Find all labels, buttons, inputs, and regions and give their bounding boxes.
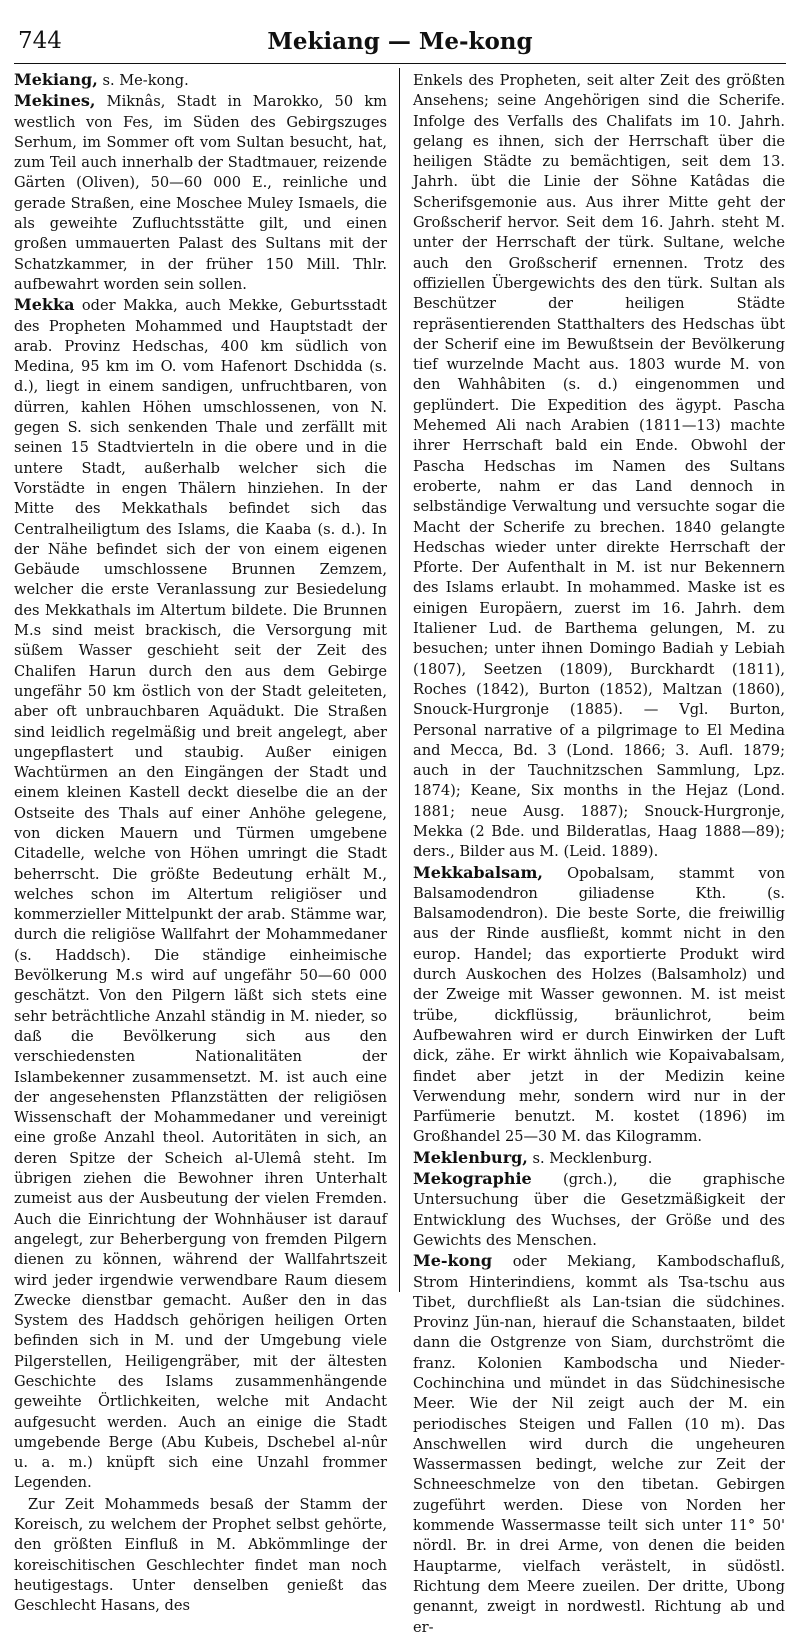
headword: Meklenburg,: [413, 1147, 528, 1167]
entry-text: oder Mekiang, Kambodschafluß, Strom Hinterindiens, kommt als Tsa-tschu aus Tibet, durchfließt als Lan-tsian die südchines. Provinz Jün-nan, hierauf die Schanstaaten, bildet dann die Ostgrenze von Siam, durchströmt die franz. Kolonien Kambodscha und Nieder-Cochinchina und mündet in das Südchinesische Meer. Wie der Nil zeigt auch der M. ein periodisches Steigen und Fallen (10 m). Das Anschwellen wird durch die ungeheuren Wassermassen bedingt, welche zur Zeit der Schneeschmelze von den tibetan. Gebirgen zugeführt werden. Diese von Norden her kommende Wassermasse teilt sich unter 11° 50' nördl. Br. in drei Arme, von denen die beiden Hauptarme, vielfach verästelt, in südöstl. Richtung dem Meere zueilen. Der dritte, Ubong genannt, zweigt in nordwestl. Richtung ab und er-: [413, 1253, 785, 1636]
entry-text: s. Me-kong.: [97, 72, 189, 89]
headword: Mekographie: [413, 1169, 532, 1189]
headword: Mekkabalsam,: [413, 862, 543, 882]
entry-me-kong: [413, 1251, 785, 1638]
entry-text: Enkels des Propheten, seit alter Zeit des größten Ansehens; seine Angehörigen sind die Scherife. Infolge des Verfalls des Chalifats im 10. Jahrh. gelang es ihnen, sich der Herrschaft über die heiligen Städte zu bemächtigen, seit dem 13. Jahrh. übt die Linie der Söhne Katâdas die Scherifsgemonie aus. Aus ihrer Mitte geht der Großscherif hervor. Seit dem 16. Jahrh. steht M. unter der Herrschaft der türk. Sultane, welche auch den Großscherif ernennen. Trotz des offiziellen Übergewichts des den türk. Sultan als Beschützer der heiligen Städte repräsentierenden Statthalters des Hedschas übt der Scherif eine im Bewußtsein der Bevölkerung tief wurzelnde Macht aus. 1803 wurde M. von den Wahhâbiten (s. d.) eingenommen und geplündert. Die Expedition des ägypt. Pascha Mehemed Ali nach Arabien (1811—13) machte ihrer Herrschaft bald ein Ende. Obwohl der Pascha Hedschas im Namen des Sultans eroberte, nahm er das Land dennoch in selbständige Verwaltung und versuchte sogar die Macht der Scherife zu brechen. 1840 gelangte Hedschas wieder unter direkte Herrschaft der Pforte. Der Aufenthalt in M. ist nur Bekennern des Islams erlaubt. In mohammed. Maske ist es einigen Europäern, zuerst im 16. Jahrh. dem Italiener Lud. de Barthema gelungen, M. zu besuchen; unter ihnen Domingo Badiah y Lebiah (1807), Seetzen (1809), Burckhardt (1811), Roches (1842), Burton (1852), Maltzan (1860), Snouck-Hurgronje (1885). — Vgl. Burton, Personal narrative of a pilgrimage to El Medina and Mecca, Bd. 3 (Lond. 1866; 3. Aufl. 1879; auch in der Tauchnitzschen Sammlung, Lpz. 1874); Keane, Six months in the Hejaz (Lond. 1881; neue Ausg. 1887); Snouck-Hurgronje, Mekka (2 Bde. und Bilderatlas, Haag 1888—89); ders., Bilder aus M. (Leid. 1889).: [413, 72, 785, 861]
headword: Mekka: [14, 295, 75, 315]
running-head: Mekiang — Me-kong: [267, 28, 533, 55]
entry-mekines: [14, 91, 387, 295]
column-rule: [399, 68, 400, 1292]
right-column: [404, 64, 785, 1636]
entry-mekkabalsam: [413, 863, 785, 1148]
entry-mekographie: [413, 1169, 785, 1251]
headword: Mekines,: [14, 91, 96, 111]
entry-text: (grch.), die graphische Untersuchung über die Gesetzmäßigkeit der Entwicklung des Wuchses, der Größe und des Gewichts des Menschen.: [413, 1171, 785, 1249]
entry-text: Miknâs, Stadt in Marokko, 50 km westlich von Fes, im Süden des Gebirgszuges Serhum, im Sommer oft vom Sultan besucht, hat, zum Teil auch innerhalb der Stadtmauer, reizende Gärten (Oliven), 50—60 000 E., reinliche und gerade Straßen, eine Moschee Muley Ismaels, die als geweihte Zufluchtsstätte gilt, und einen großen ummauerten Palast des Sultans mit der Schatzkammer, in der früher 150 Mill. Thlr. aufbewahrt worden sein sollen.: [14, 93, 387, 293]
entry-mekiang: [14, 70, 387, 91]
entry-mekka-continued: [413, 70, 785, 863]
page-number: 744: [18, 28, 62, 54]
left-column: [14, 64, 395, 1615]
headword: Me-kong: [413, 1251, 493, 1271]
entry-text: oder Makka, auch Mekke, Geburtsstadt des Propheten Mohammed und Hauptstadt der arab. Provinz Hedschas, 400 km südlich von Medina, 95 km im O. vom Hafenort Dschidda (s. d.), liegt in einem sandigen, unfruchtbaren, von dürren, kahlen Höhen umschlossenen, von N. gegen S. sich senkenden Thale und zerfällt mit seinen 15 Stadtvierteln in die obere und in die untere Stadt, außerhalb welcher sich die Vorstädte in engen Thälern hinziehen. In der Mitte des Mekkathals befindet sich das Centralheiligtum des Islams, die Kaaba (s. d.). In der Nähe befindet sich der von einem eigenen Gebäude umschlossene Brunnen Zemzem, welcher die erste Veranlassung zur Besiedelung des Mekkathals im Altertum bildete. Die Brunnen M.s sind meist brackisch, die Versorgung mit süßem Wasser geschieht seit der Zeit des Chalifen Harun durch den aus dem Gebirge ungefähr 50 km östlich von der Stadt geleiteten, aber oft unbrauchbaren Aquädukt. Die Straßen sind leidlich regelmäßig und breit angelegt, aber ungepflastert und staubig. Außer einigen Wachtürmen an den Eingängen der Stadt und einem kleinen Kastell deckt dieselbe die an der Ostseite des Thals auf einer Anhöhe gelegene, von dicken Mauern und Türmen umgebene Citadelle, welche von Höhen umringt die Stadt beherrscht. Die größte Bedeutung erhält M., welches schon im Altertum religiöser und kommerzieller Mittelpunkt der arab. Stämme war, durch die religiöse Wallfahrt der Mohammedaner (s. Haddsch). Die ständige einheimische Bevölkerung M.s wird auf ungefähr 50—60 000 geschätzt. Von den Pilgern läßt sich stets eine sehr beträchtliche Anzahl ständig in M. nieder, so daß die Bevölkerung sich aus den verschiedensten Nationalitäten der Islambekenner zusammensetzt. M. ist auch eine der angesehensten Pflanzstätten der religiösen Wissenschaft der Mohammedaner und vereinigt eine große Anzahl theol. Autoritäten in sich, an deren Spitze der Scheich al-Ulemâ steht. Im übrigen ziehen die Bewohner ihren Unterhalt zumeist aus der Ausbeutung der vielen Fremden. Auch die Einrichtung der Wohnhäuser ist darauf angelegt, zur Beherbergung von fremden Pilgern dienen zu können, während der Wallfahrtszeit wird jeder irgendwie verwendbare Raum diesem Zwecke dienstbar gemacht. Außer den in das System des Haddsch gehörigen heiligen Orten befinden sich in M. und der Umgebung viele Pilgerstellen, Heiligengräber, mit der ältesten Geschichte des Islams zusammenhängende geweihte Örtlichkeiten, welche mit Andacht aufgesucht werden. Auch an einige die Stadt umgebende Berge (Abu Kubeis, Dschebel al-nûr u. a. m.) knüpft sich eine Unzahl frommer Legenden.: [14, 297, 387, 1492]
entry-text: Zur Zeit Mohammeds besaß der Stamm der Koreisch, zu welchem der Prophet selbst gehörte, den größten Einfluß in M. Abkömmlinge der koreischitischen Geschlechter findet man noch heutigestags. Unter denselben genießt das Geschlecht Hasans, des: [14, 1495, 387, 1615]
entry-text: Opobalsam, stammt von Balsamodendron giliadense Kth. (s. Balsamodendron). Die beste Sorte, die freiwillig aus der Rinde ausfließt, kommt nicht in den europ. Handel; das exportierte Produkt wird durch Auskochen des Holzes (Balsamholz) und der Zweige mit Wasser gewonnen. M. ist meist trübe, dickflüssig, bräunlichrot, beim Aufbewahren wird er durch Einwirken der Luft dick, zähe. Er wirkt ähnlich wie Kopaivabalsam, findet aber jetzt in der Medizin keine Verwendung mehr, sondern wird nur in der Parfümerie benutzt. M. kostet (1896) im Großhandel 25—30 M. das Kilogramm.: [413, 864, 785, 1146]
entry-meklenburg: [413, 1148, 785, 1169]
text-columns: [14, 64, 786, 1636]
entry-mekka: [14, 295, 387, 1494]
headword: Mekiang,: [14, 70, 98, 89]
page-header: [14, 22, 786, 64]
entry-text: s. Mecklenburg.: [527, 1149, 653, 1167]
entry-mekka-history: [14, 1494, 387, 1617]
